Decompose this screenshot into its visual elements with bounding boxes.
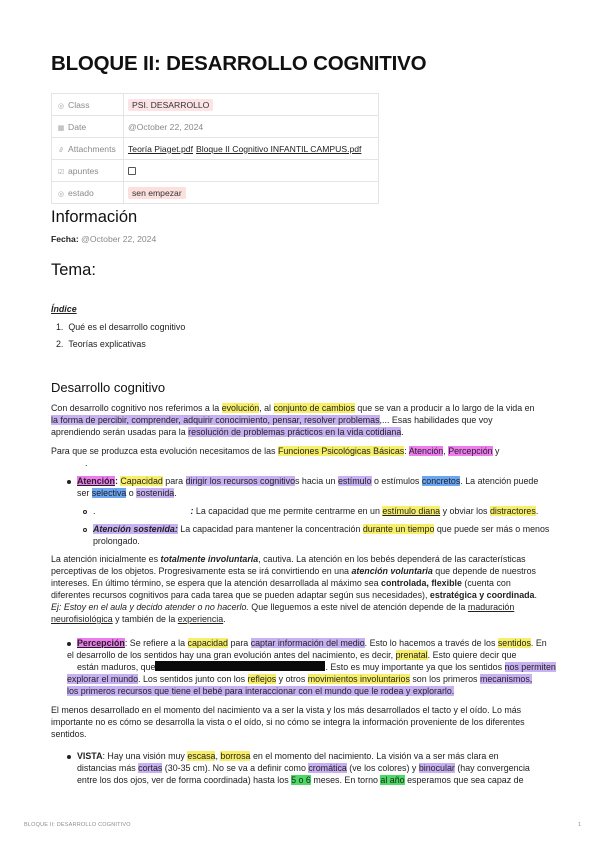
fecha-value: @October 22, 2024	[81, 234, 157, 244]
attachment-link[interactable]: Teoría Piaget.pdf	[128, 143, 193, 154]
paragraph-line: el desarrollo de los sentidos hay una gran evolución antes del nacimiento, es decir, prenatal. Esto quiere decir que	[67, 650, 517, 660]
paragraph-line: diferentes recursos cognitivos para cada tarea que se pueden adaptar según sus necesidades), estratégica y coordinada.	[51, 590, 537, 600]
paragraph-line: Para que se produzca esta evolución necesitamos de las Funciones Psicológicas Básicas: Atención, Percepción y	[51, 446, 500, 456]
paragraph-line: neurofisiológica y también de la experiencia.	[51, 614, 226, 624]
paragraph-line: Con desarrollo cognitivo nos referimos a la evolución, al conjunto de cambios que se van a producir a lo largo de la vida en	[51, 403, 535, 413]
status-tag[interactable]: sen empezar	[128, 187, 186, 199]
property-key: Attachments	[68, 143, 116, 154]
property-key: estado	[68, 187, 94, 198]
footer-title: BLOQUE II: DESARROLLO COGNITIVO	[24, 822, 131, 828]
apuntes-checkbox[interactable]	[128, 167, 136, 175]
fecha-line	[51, 233, 156, 245]
list-item: 2. Teorías explicativas	[56, 339, 146, 349]
paragraph-line: perceptivas de los objetos. Progresivamente esta se irá convirtiendo en una atención voluntaria que depende de nuestros	[51, 566, 536, 576]
paragraph-line: La atención inicialmente es totalmente involuntaria, cautiva. La atención en los bebés dependerá de las características	[51, 554, 526, 564]
paragraph-line: Ej: Estoy en el aula y decido atender o no hacerlo. Que lleguemos a este nivel de atención depende de la maduración	[51, 602, 515, 612]
bullet-item-atencion: Atención: Capacidad para dirigir los recursos cognitivos hacia un estímulo o estímulos concretos. La atención puede	[67, 475, 538, 487]
paragraph-line: prolongado.	[93, 536, 140, 546]
property-key: Date	[68, 121, 87, 132]
indice-item: Qué es el desarrollo cognitivo	[68, 322, 186, 332]
page-number: 1	[578, 822, 582, 828]
paragraph-line: intereses. En último término, se espera que la atención desarrollada al máximo sea controlada, flexible (cuenta con	[51, 578, 511, 588]
paragraph-line: sentidos.	[51, 729, 87, 739]
paragraph-line: explorar el mundo. Los sentidos junto con los reflejos y otros movimientos involuntarios son los primeros mecanismos,	[67, 674, 533, 684]
sub-bullet-sostenida: Atención sostenida: La capacidad para mantener la concentración durante un tiempo que puede ser más o menos	[83, 523, 549, 535]
property-row-attachments	[52, 138, 379, 160]
property-row-date	[52, 116, 379, 138]
bullet-item-percepcion: Percepción: Se refiere a la capacidad para captar información del medio. Esto lo hacemos a través de los sentidos. En	[67, 637, 547, 649]
calendar-icon: ▦	[57, 124, 65, 132]
class-tag[interactable]: PSI. DESARROLLO	[128, 99, 213, 111]
bullet-item-vista: VISTA: Hay una visión muy escasa, borrosa en el momento del nacimiento. La visión va a ser más clara en	[67, 750, 499, 762]
property-row-class	[52, 94, 379, 116]
paragraph-line: la forma de percibir, comprender, adquirir conocimiento, pensar, resolver problemas,... Esas habilidades que voy	[51, 415, 493, 425]
property-key: apuntes	[68, 165, 99, 176]
target-icon: ◎	[57, 190, 65, 198]
target-icon: ◎	[57, 102, 65, 110]
indice-text: Índice	[51, 304, 77, 314]
paragraph-line: entre los dos ojos, ver de forma coordinada) hasta los 5 o 6 meses. En torno al año esperamos que sea capaz de	[77, 775, 524, 785]
section-heading: Desarrollo cognitivo	[51, 380, 166, 395]
paragraph-line: aprendiendo serán usadas para la resolución de problemas prácticos en la vida cotidiana.	[51, 427, 404, 437]
list-item: 1. Qué es el desarrollo cognitivo	[56, 322, 186, 332]
page-title: BLOQUE II: DESARROLLO COGNITIVO	[51, 52, 427, 75]
sub-bullet-selectiva: . : La capacidad que me permite centrarme en un estímulo diana y obviar los distractores.	[83, 505, 538, 517]
properties-table	[51, 93, 379, 204]
paragraph-line: distancias más cortas (30-35 cm). No se va a definir como cromática (ve los colores) y binocular (hay convergencia	[77, 763, 530, 773]
informacion-heading: Información	[51, 208, 138, 226]
paragraph-line: ser selectiva o sostenida.	[77, 488, 177, 498]
checkbox-icon: ☑	[57, 168, 65, 176]
attachment-link[interactable]: Bloque II Cognitivo INFANTIL CAMPUS.pdf	[195, 143, 362, 154]
fecha-label: Fecha:	[51, 234, 79, 244]
tema-heading: Tema:	[51, 261, 96, 279]
date-value[interactable]: @October 22, 2024	[128, 121, 204, 132]
indice-label	[51, 303, 77, 315]
paragraph-line: importante no es cómo se desarrolla la vista o el oído, si no cómo se integra la información proveniente de los diferentes	[51, 717, 525, 727]
paragraph-line: El menos desarrollado en el momento del nacimiento va a ser la vista y los más desarrollados el tacto y el oído. Lo más	[51, 705, 522, 715]
property-key: Class	[68, 99, 90, 110]
paperclip-icon: ∂	[59, 146, 63, 154]
property-row-apuntes	[52, 160, 379, 182]
paragraph-line: los primeros recursos que tiene el bebé para interaccionar con el mundo que le rodea y explorarlo.	[67, 686, 455, 696]
redacted-block	[155, 661, 325, 671]
paragraph-line: están maduros, que . Esto es muy importante ya que los sentidos nos permiten	[77, 662, 556, 672]
paragraph-line: .	[85, 458, 88, 468]
indice-item: Teorías explicativas	[68, 339, 146, 349]
property-row-estado	[52, 182, 379, 204]
